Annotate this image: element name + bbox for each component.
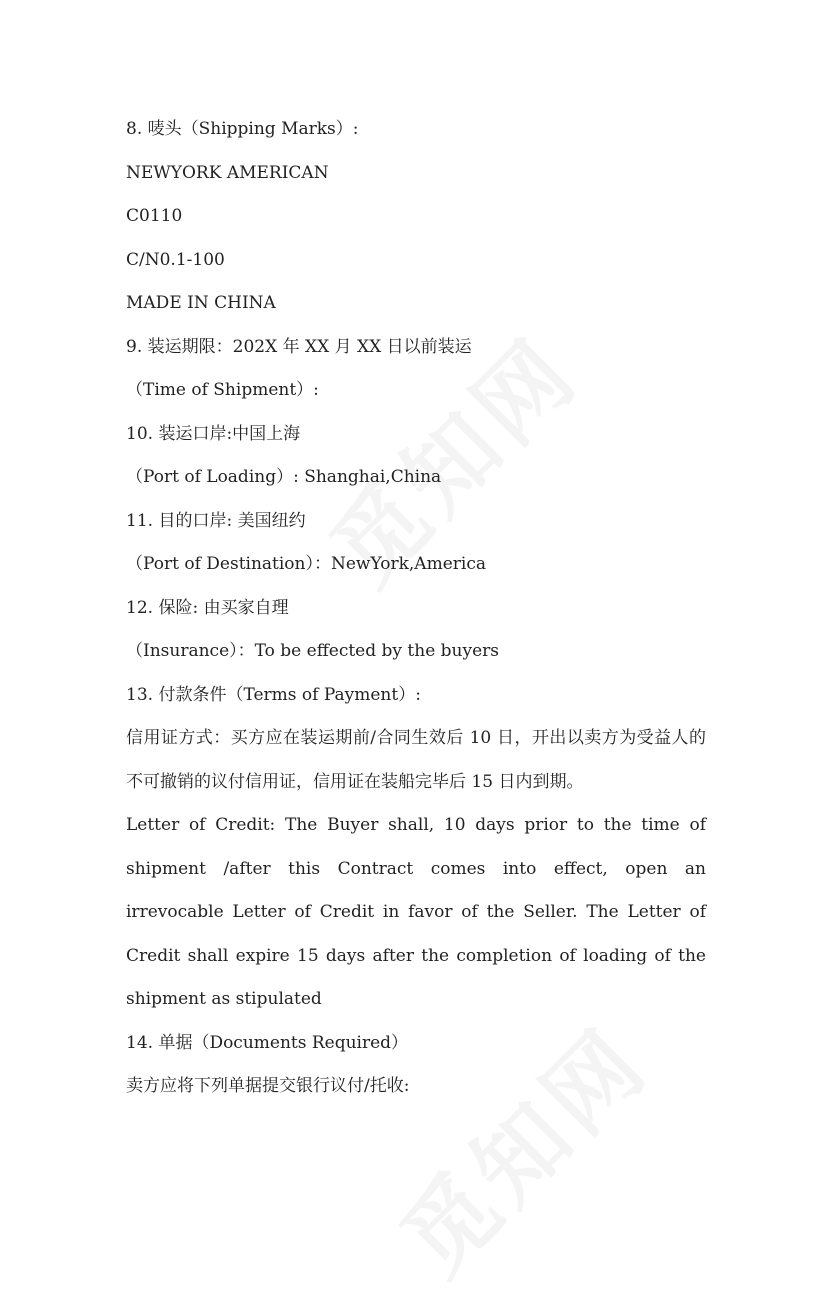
insurance-heading: 12. 保险: 由买家自理 — [126, 597, 289, 618]
document-body — [126, 108, 706, 1109]
shipping-mark-line: C0110 — [126, 206, 183, 226]
shipping-mark-line: MADE IN CHINA — [126, 293, 276, 313]
documents-required-text: 卖方应将下列单据提交银行议付/托收: — [126, 1076, 410, 1096]
port-of-loading-en: （Port of Loading）: Shanghai,China — [126, 467, 442, 487]
shipping-mark-line: NEWYORK AMERICAN — [126, 162, 329, 183]
shipping-marks-heading: 8. 唛头（Shipping Marks）: — [126, 119, 359, 139]
shipping-mark-line: C/N0.1-100 — [126, 249, 225, 270]
letter-of-credit-en: Letter of Credit: The Buyer shall, 10 days prior to the time of shipment /after this Contract comes into effect, open an irrevocable Letter of Credit in favor of the Seller. The Letter of Credit shall expire 15 days after the completion of loading of the shipment as stipulated — [126, 815, 706, 1009]
port-of-destination-heading: 11. 目的口岸: 美国纽约 — [126, 510, 306, 531]
time-of-shipment-en: （Time of Shipment）: — [126, 380, 319, 400]
documents-required-heading: 14. 单据（Documents Required） — [126, 1032, 409, 1053]
time-of-shipment-heading: 9. 装运期限：202X 年 XX 月 XX 日以前装运 — [126, 336, 472, 357]
insurance-en: （Insurance）：To be effected by the buyers — [126, 641, 500, 661]
terms-of-payment-heading: 13. 付款条件（Terms of Payment）: — [126, 684, 421, 705]
port-of-loading-heading: 10. 装运口岸:中国上海 — [126, 423, 301, 444]
letter-of-credit-cn: 信用证方式：买方应在装运期前/合同生效后 10 日，开出以卖方为受益人的不可撤销的议付信用证，信用证在装船完毕后 15 日内到期。 — [126, 728, 706, 792]
port-of-destination-en: （Port of Destination）：NewYork,America — [126, 554, 486, 574]
